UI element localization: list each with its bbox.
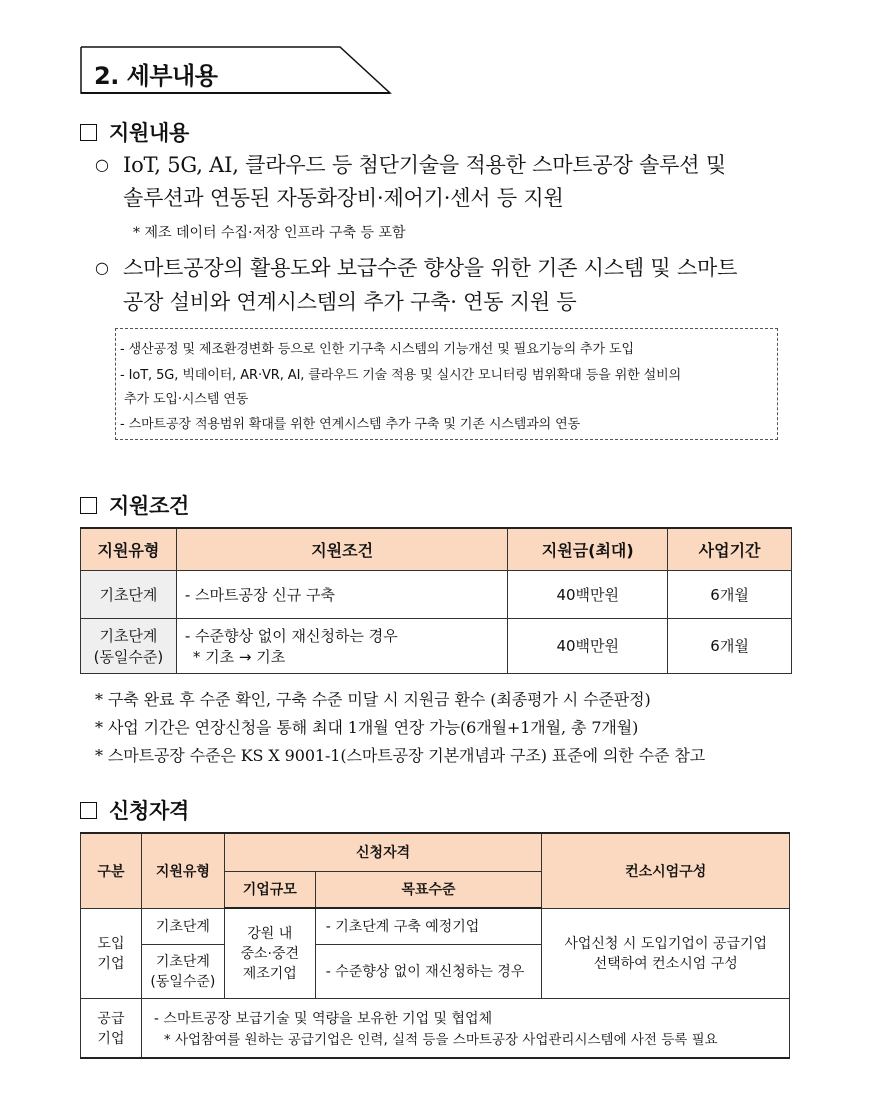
header-amount: 지원금(최대): [508, 528, 668, 570]
square-icon: [80, 497, 97, 514]
condition-note: * 스마트공장 수준은 KS X 9001-1(스마트공장 기본개념과 구조) 표준에 의한 수준 참고: [95, 746, 706, 765]
header-target: 목표수준: [315, 871, 542, 908]
header-period: 사업기간: [668, 528, 792, 570]
condition-note: * 구축 완료 후 수준 확인, 구축 수준 미달 시 지원금 환수 (최종평가 시 수준판정): [95, 690, 651, 709]
conditions-table: [80, 527, 792, 674]
table-header-row: [81, 833, 790, 871]
amount-cell: 40백만원: [508, 618, 668, 673]
target-cell: - 수준향상 없이 재신청하는 경우: [315, 944, 542, 998]
bullet-1-line-2: 솔루션과 연동된 자동화장비·제어기·센서 등 지원: [123, 186, 564, 210]
supply-text-cell: - 스마트공장 보급기술 및 역량을 보유한 기업 및 협업체 * 사업참여를 원하는 공급기업은 인력, 실적 등을 스마트공장 사업관리시스템에 사전 등록 필요: [141, 998, 789, 1058]
type-cell: 기초단계: [81, 570, 177, 618]
detail-line: - IoT, 5G, 빅데이터, AR·VR, AI, 클라우드 기술 적용 및 실시간 모니터링 범위확대 등을 위한 설비의: [120, 368, 682, 383]
period-cell: 6개월: [668, 570, 792, 618]
header-qualification: 신청자격: [224, 833, 542, 871]
bullet-1-line-1: ○ IoT, 5G, AI, 클라우드 등 첨단기술을 적용한 스마트공장 솔루션 및: [95, 150, 726, 180]
bullet-1-note: * 제조 데이터 수집·저장 인프라 구축 등 포함: [133, 225, 406, 241]
conditions-heading: 지원조건: [80, 490, 189, 520]
table-row: [81, 998, 790, 1058]
table-header-row: [81, 528, 792, 570]
amount-cell: 40백만원: [508, 570, 668, 618]
table-row: [81, 908, 790, 944]
header-gubun: 구분: [81, 833, 142, 908]
section-title: 2. 세부내용: [94, 62, 218, 90]
header-condition: 지원조건: [176, 528, 508, 570]
type-cell: 기초단계: [141, 908, 224, 944]
section-header: [80, 46, 390, 94]
condition-cell: - 수준향상 없이 재신청하는 경우 * 기초 → 기초: [176, 618, 508, 673]
header-type: 지원유형: [81, 528, 177, 570]
intro-company-cell: 도입 기업: [81, 908, 142, 998]
type-cell: 기초단계 (동일수준): [81, 618, 177, 673]
target-cell: - 기초단계 구축 예정기업: [315, 908, 542, 944]
bullet-2-line-2: 공장 설비와 연계시스템의 추가 구축· 연동 지원 등: [123, 290, 577, 314]
detail-box: [115, 328, 778, 440]
detail-line: - 스마트공장 적용범위 확대를 위한 연계시스템 추가 구축 및 기존 시스템과의 연동: [120, 417, 581, 432]
circle-bullet-icon: ○: [95, 258, 109, 277]
circle-bullet-icon: ○: [95, 155, 109, 174]
bullet-2-line-1: ○ 스마트공장의 활용도와 보급수준 향상을 위한 기존 시스템 및 스마트: [95, 253, 737, 283]
detail-line: - 생산공정 및 제조환경변화 등으로 인한 기구축 시스템의 기능개선 및 필요기능의 추가 도입: [120, 342, 634, 357]
consortium-cell: 사업신청 시 도입기업이 공급기업 선택하여 컨소시엄 구성: [542, 908, 790, 998]
header-consortium: 컨소시엄구성: [542, 833, 790, 908]
header-size: 기업규모: [224, 871, 315, 908]
supply-company-cell: 공급 기업: [81, 998, 142, 1058]
eligibility-heading: 신청자격: [80, 795, 189, 825]
header-type: 지원유형: [141, 833, 224, 908]
condition-cell: - 스마트공장 신규 구축: [176, 570, 508, 618]
type-cell: 기초단계 (동일수준): [141, 944, 224, 998]
condition-note: * 사업 기간은 연장신청을 통해 최대 1개월 연장 가능(6개월+1개월, 총 7개월): [95, 718, 639, 737]
square-icon: [80, 802, 97, 819]
period-cell: 6개월: [668, 618, 792, 673]
detail-line: 추가 도입·시스템 연동: [124, 392, 249, 407]
support-content-heading: 지원내용: [80, 117, 189, 147]
table-row: [81, 618, 792, 673]
table-row: [81, 570, 792, 618]
eligibility-table: [80, 832, 790, 1059]
square-icon: [80, 124, 97, 141]
size-cell: 강원 내 중소·중견 제조기업: [224, 908, 315, 998]
